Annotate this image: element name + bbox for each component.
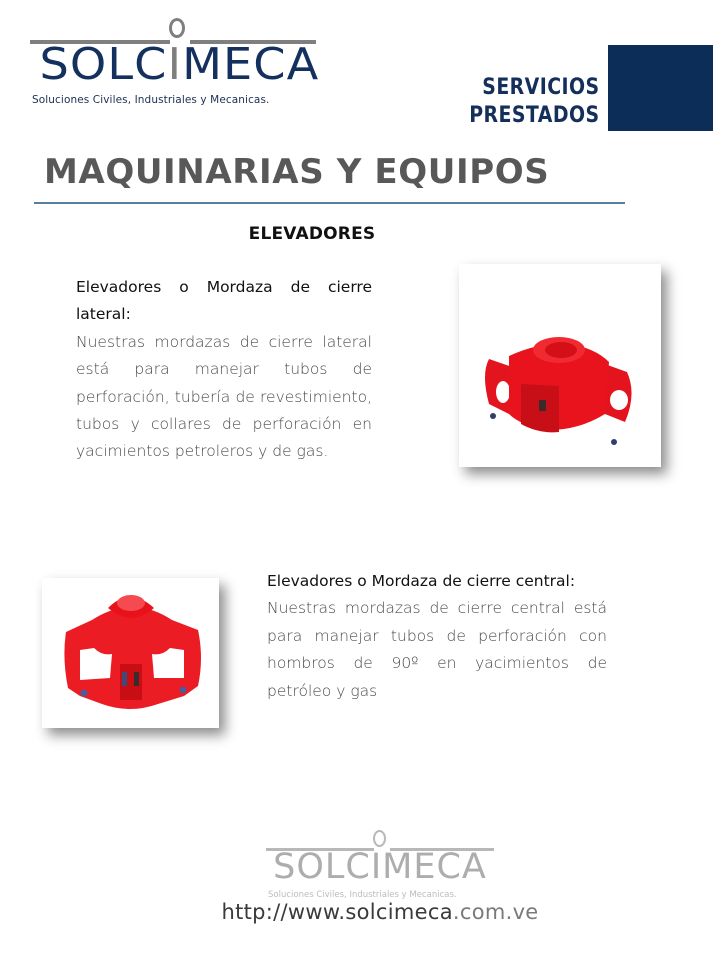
footer-logo (262, 826, 498, 906)
url-prefix: http://www. (221, 900, 346, 924)
product-body: Nuestras mordazas de cierre central está para manejar tubos de perforación con hombros de 90º en yacimientos de petróleo y gas (267, 599, 607, 700)
footer-logo-wordmark: SOLCIMECA (273, 847, 487, 887)
section-label (470, 74, 600, 130)
url-domain: solcimeca (345, 900, 453, 924)
section-subtitle: ELEVADORES (248, 224, 376, 244)
side-door-elevator-photo (459, 264, 661, 467)
product-description-lateral (76, 274, 372, 466)
accent-block (608, 45, 713, 131)
product-description-central (267, 568, 607, 705)
logo-ring-icon (169, 18, 185, 38)
elevator-central-illustration (42, 578, 219, 728)
url-tld: .com.ve (452, 900, 539, 924)
section-label-line1: SERVICIOS (482, 75, 600, 100)
website-link[interactable] (0, 900, 720, 924)
page-title: MAQUINARIAS Y EQUIPOS (44, 152, 550, 192)
center-latch-elevator-photo (42, 578, 219, 728)
product-body: Nuestras mordazas de cierre lateral está para manejar tubos de perforación, tubería de revestimiento, tubos y collares de perforación en yacimientos petroleros y de gas. (76, 332, 372, 461)
footer-logo-tagline: Soluciones Civiles, Industriales y Mecanicas. (268, 890, 457, 900)
logo-tagline: Soluciones Civiles, Industriales y Mecanicas. (32, 94, 270, 106)
product-heading: Elevadores o Mordaza de cierre lateral: (76, 278, 372, 324)
title-divider (34, 202, 625, 204)
footer-logo-ring-icon (373, 830, 386, 847)
product-heading: Elevadores o Mordaza de cierre central: (267, 572, 576, 590)
logo-wordmark: SOLCIMECA (39, 39, 320, 90)
section-label-line2: PRESTADOS (469, 103, 600, 128)
solcimeca-logo (24, 12, 320, 108)
elevator-lateral-illustration (459, 264, 661, 467)
